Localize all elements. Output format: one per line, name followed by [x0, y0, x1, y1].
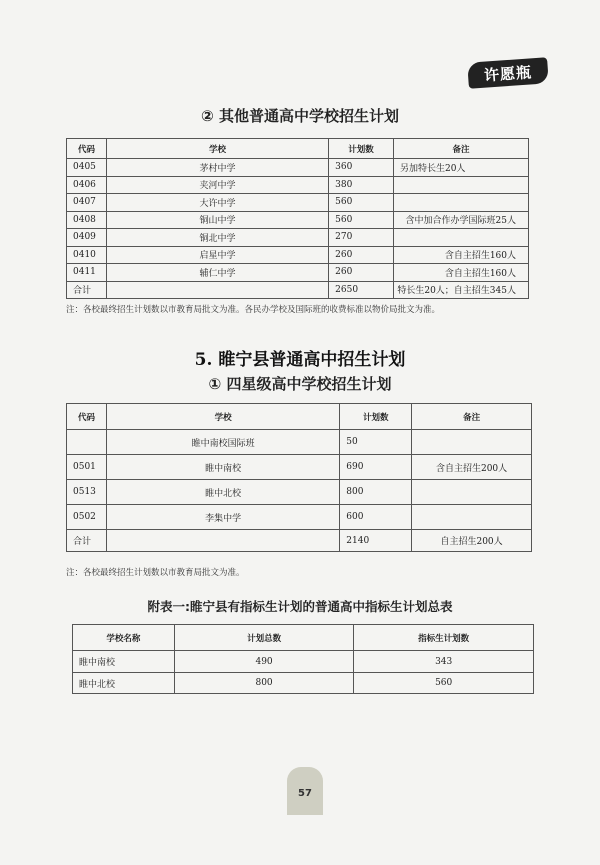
cell-note: 含自主招生160人 [393, 246, 528, 264]
corner-brush-logo: 许愿瓶 [467, 57, 549, 89]
cell-code: 0409 [67, 229, 107, 247]
cell-school: 启星中学 [106, 246, 328, 264]
cell-note [412, 430, 532, 455]
table-row [67, 264, 529, 282]
cell-school: 夹河中学 [106, 176, 328, 194]
cell-note [393, 176, 528, 194]
table-row [67, 246, 529, 264]
header-plan: 计划数 [340, 404, 412, 430]
cell-school: 辅仁中学 [106, 264, 328, 282]
section5-title: 5. 睢宁县普通高中招生计划 [194, 350, 406, 370]
cell-code: 0410 [67, 246, 107, 264]
header-school-name: 学校名称 [73, 625, 175, 651]
cell-total: 490 [174, 651, 354, 673]
cell-quota: 560 [354, 673, 534, 694]
cell-school [106, 281, 328, 299]
cell-school: 大许中学 [106, 194, 328, 212]
header-plan: 计划数 [329, 139, 394, 159]
cell-plan: 690 [340, 455, 412, 480]
cell-total: 800 [174, 673, 354, 694]
page-number: 57 [298, 788, 312, 799]
cell-plan: 800 [340, 480, 412, 505]
cell-school: 李集中学 [106, 505, 339, 530]
cell-plan: 50 [340, 430, 412, 455]
cell-school: 睢中南校国际班 [106, 430, 339, 455]
table-header-row [67, 139, 529, 159]
section2-footnote: 注：各校最终招生计划数以市教育局批文为准。各民办学校及国际班的收费标准以物价局批文为准。 [66, 305, 441, 315]
cell-note [393, 229, 528, 247]
table-total-row [67, 281, 529, 299]
table-total-row [67, 530, 532, 552]
cell-quota: 343 [354, 651, 534, 673]
cell-note: 另加特长生20人 [393, 159, 528, 177]
cell-code: 0411 [67, 264, 107, 282]
cell-school: 铜北中学 [106, 229, 328, 247]
cell-plan: 560 [329, 194, 394, 212]
cell-plan: 600 [340, 505, 412, 530]
cell-school: 茅村中学 [106, 159, 328, 177]
cell-total-label: 合计 [67, 530, 107, 552]
cell-note: 含中加合作办学国际班25人 [393, 211, 528, 229]
cell-code: 0501 [67, 455, 107, 480]
cell-total-plan: 2140 [340, 530, 412, 552]
section5-footnote: 注：各校最终招生计划数以市教育局批文为准。 [66, 568, 245, 578]
cell-plan: 260 [329, 264, 394, 282]
cell-school: 睢中北校 [73, 673, 175, 694]
cell-plan: 260 [329, 246, 394, 264]
section5-subtitle: ① 四星级高中学校招生计划 [208, 375, 392, 393]
cell-plan: 270 [329, 229, 394, 247]
table-row [67, 455, 532, 480]
section2-table [66, 138, 529, 299]
table-row [67, 176, 529, 194]
table-row [67, 229, 529, 247]
section2-title: ② 其他普通高中学校招生计划 [201, 107, 399, 125]
cell-code: 0405 [67, 159, 107, 177]
appendix-title: 附表一:睢宁县有指标生计划的普通高中指标生计划总表 [147, 599, 453, 614]
cell-code [67, 430, 107, 455]
cell-code: 0407 [67, 194, 107, 212]
header-school: 学校 [106, 139, 328, 159]
header-note: 备注 [393, 139, 528, 159]
cell-note [412, 505, 532, 530]
table-row [67, 430, 532, 455]
table-header-row [67, 404, 532, 430]
cell-plan: 560 [329, 211, 394, 229]
cell-code: 0513 [67, 480, 107, 505]
cell-total-label: 合计 [67, 281, 107, 299]
cell-plan: 360 [329, 159, 394, 177]
cell-note [393, 194, 528, 212]
header-code: 代码 [67, 404, 107, 430]
table-row [67, 480, 532, 505]
cell-school: 睢中北校 [106, 480, 339, 505]
cell-code: 0502 [67, 505, 107, 530]
header-code: 代码 [67, 139, 107, 159]
header-quota: 指标生计划数 [354, 625, 534, 651]
cell-code: 0406 [67, 176, 107, 194]
cell-total-note: 自主招生200人 [412, 530, 532, 552]
cell-plan: 380 [329, 176, 394, 194]
table-row [67, 159, 529, 177]
section5-table [66, 403, 532, 552]
cell-code: 0408 [67, 211, 107, 229]
cell-school [106, 530, 339, 552]
header-plan-total: 计划总数 [174, 625, 354, 651]
header-note: 备注 [412, 404, 532, 430]
cell-school: 铜山中学 [106, 211, 328, 229]
cell-school: 睢中南校 [73, 651, 175, 673]
table-header-row [73, 625, 534, 651]
appendix-table [72, 624, 534, 694]
table-row [67, 211, 529, 229]
cell-school: 睢中南校 [106, 455, 339, 480]
table-row [73, 651, 534, 673]
table-row [67, 194, 529, 212]
cell-note: 含自主招生160人 [393, 264, 528, 282]
cell-total-note: 特长生20人；自主招生345人 [393, 281, 528, 299]
cell-note [412, 480, 532, 505]
table-row [67, 505, 532, 530]
header-school: 学校 [106, 404, 339, 430]
table-row [73, 673, 534, 694]
cell-total-plan: 2650 [329, 281, 394, 299]
cell-note: 含自主招生200人 [412, 455, 532, 480]
